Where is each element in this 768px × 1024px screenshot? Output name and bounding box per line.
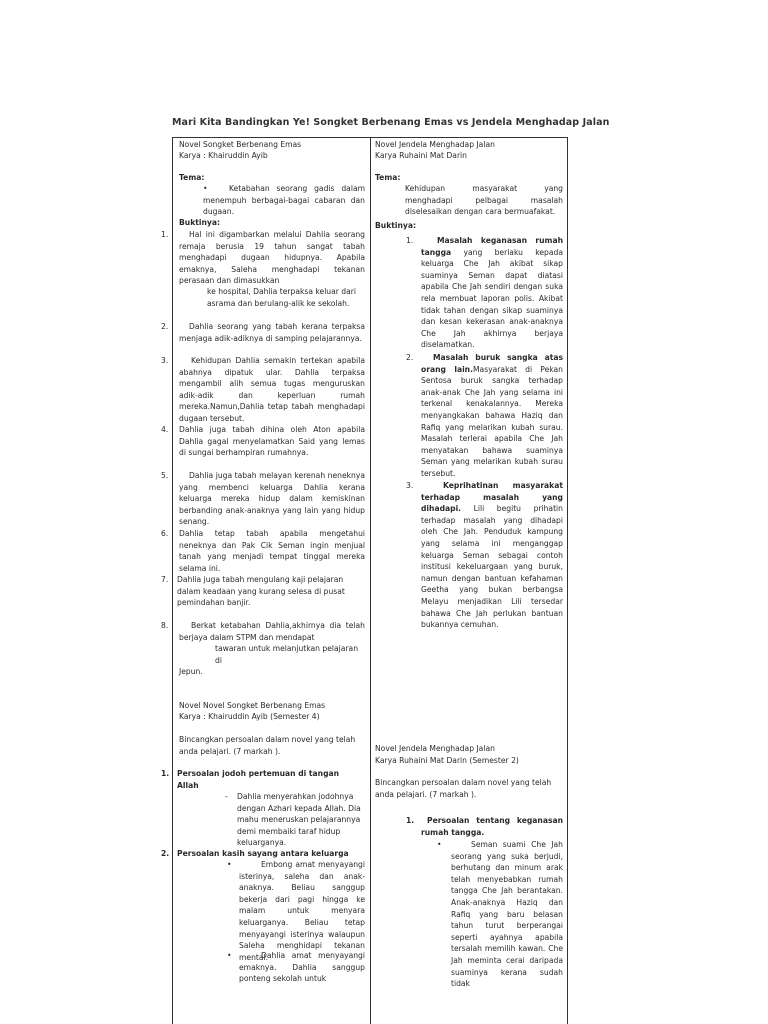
left-persoalan-1-title: Persoalan jodoh pertemuan di tangan Allah (177, 769, 340, 790)
left-item-8: Berkat ketabahan Dahlia,akhirnya dia telah berjaya dalam STPM dan mendapat (179, 621, 365, 642)
list-number: 1. (406, 816, 415, 825)
left-novel-title: Novel Songket Berbenang Emas (179, 140, 302, 149)
list-number: 8. (161, 621, 169, 630)
right-tema-label: Tema: (375, 173, 401, 182)
right-buktinya-label: Buktinya: (375, 221, 416, 230)
left-item-6: Dahlia tetap tabah apabila mengetahui neneknya dan Pak Cik Seman ingin menjual tanah yang menjadi tempat tinggal mereka selama ini. (179, 529, 365, 573)
list-number: 4. (161, 425, 169, 434)
left-item-2: Dahlia seorang yang tabah kerana terpaksa menjaga adik-adiknya di samping pelajarannya. (179, 322, 365, 343)
column-divider (370, 138, 371, 1024)
right-author-2: Karya Ruhaini Mat Darin (Semester 2) (375, 756, 519, 765)
bullet-icon: • (437, 840, 442, 849)
left-persoalan-1-text: Dahlia menyerahkan jodohnya dengan Azhari kepada Allah. Dia mahu meneruskan pelajarannya demi membaiki taraf hidup keluarganya. (237, 792, 361, 848)
right-item-2: Masalah buruk sangka atas orang lain.Masyarakat di Pekan Sentosa buruk sangka terhadap anak-anak Che Jah yang selama ini terkenal kenakalannya. Mereka menyangkakan bahawa Haziq dan Rafiq yang melarikan kubah surau. Masalah terlerai apabila Che Jah menyatakan bahawa suaminya Seman yang melarikan kubah surau tersebut. (421, 353, 563, 478)
left-item-5: Dahlia juga tabah melayan kerenah neneknya yang membenci keluarga Dahlia kerana keluarga mereka hidup dalam kemiskinan berbanding anak-anaknya yang lain yang hidup senang. (179, 471, 365, 527)
right-item-3: Keprihatinan masyarakat terhadap masalah yang dihadapi. Lili begitu prihatin terhadap masalah yang dihadapi oleh Che Jah. Penduduk kampung yang selama ini menganggap keluarga Seman sebagai contoh institusi kekeluargaan yang buruk, namun dengan bantuan kefahaman Geetha yang bukan berbangsa Melayu menjadikan Lili tersedar bahawa Che Jah perlukan bantuan bukannya cemuhan. (421, 481, 563, 630)
dash-icon: - (225, 792, 228, 801)
list-number: 2. (406, 353, 414, 362)
list-number: 2. (161, 849, 170, 858)
list-number: 6. (161, 529, 169, 538)
left-item-1: Hal ini digambarkan melalui Dahlia seorang remaja berusia 19 tahun sangat tabah menghadapi dugaan hidupnya. Apabila emaknya, Saleha menghadapi tekanan perasaan dan dimasukkan (179, 230, 365, 286)
left-question: Bincangkan persoalan dalam novel yang telah anda pelajari. (7 markah ). (179, 735, 356, 756)
list-number: 2. (161, 322, 169, 331)
right-persoalan-1-text: Seman suami Che Jah seorang yang suka berjudi, berhutang dan minum arak telah menyebabkan rumah tangga Che Jah berantakan. Anak-anaknya Haziq dan Rafiq yang baru belasan tahun turut berperangai seperti ayahnya apabila tersalah memilih kawan. Che Jah meminta cerai daripada suaminya kerana sudah tidak (451, 840, 563, 989)
bullet-icon: • (203, 184, 208, 193)
page-title: Mari Kita Bandingkan Ye! Songket Berbenang Emas vs Jendela Menghadap Jalan (172, 117, 610, 128)
right-item-1: Masalah keganasan rumah tangga yang berlaku kepada keluarga Che Jah akibat sikap suaminya Seman dapat diatasi apabila Che Jah sendiri dengan suka rela membuat laporan polis. Akibat tidak tahan dengan sikap suaminya dan kesan kekerasan anak-anaknya Che Jah akhirnya berjaya diselamatkan. (421, 236, 563, 350)
left-tema-text: Ketabahan seorang gadis dalam menempuh berbagai-bagai cabaran dan dugaan. (203, 184, 365, 217)
list-number: 3. (161, 356, 169, 365)
left-item-8-cont: tawaran untuk melanjutkan pelajaran di (215, 644, 359, 665)
bullet-icon: • (227, 951, 232, 960)
list-number: 1. (406, 236, 414, 245)
left-novel-title-2: Novel Novel Songket Berbenang Emas (179, 701, 326, 710)
right-author: Karya Ruhaini Mat Darin (375, 151, 467, 160)
left-author-2: Karya : Khairuddin Ayib (Semester 4) (179, 712, 320, 721)
left-item-7: Dahlia juga tabah mengulang kaji pelajaran dalam keadaan yang kurang selesa di pusat pemindahan banjir. (177, 575, 345, 608)
list-number: 5. (161, 471, 169, 480)
left-persoalan-2-title: Persoalan kasih sayang antara keluarga (177, 849, 349, 858)
left-buktinya-label: Buktinya: (179, 218, 220, 227)
list-number: 1. (161, 230, 169, 239)
bullet-icon: • (227, 860, 232, 869)
left-persoalan-2-bullet-1: Embong amat menyayangi isterinya, saleha dan anak-anaknya. Beliau sanggup bekerja dari pagi hingga ke malam untuk menyara keluarganya. Beliau tetap menyayangi isterinya walaupun Saleha menghidapi tekanan mental. (239, 860, 365, 962)
list-number: 3. (406, 481, 414, 490)
right-novel-title-2: Novel Jendela Menghadap Jalan (375, 744, 495, 753)
left-item-1-cont: ke hospital, Dahlia terpaksa keluar dari asrama dan berulang-alik ke sekolah. (207, 287, 357, 308)
right-tema-text: Kehidupan masyarakat yang menghadapi pelbagai masalah diselesaikan dengan cara bermuafakat. (405, 184, 563, 217)
left-item-3: Kehidupan Dahlia semakin tertekan apabila abahnya dipatuk ular. Dahlia terpaksa mengambil alih semua tugas menguruskan adik-adik dan keperluan rumah mereka.Namun,Dahlia tetap tabah menghadapi dugaan tersebut. (179, 356, 365, 423)
left-item-8-cont2: Jepun. (179, 667, 203, 676)
right-question: Bincangkan persoalan dalam novel yang telah anda pelajari. (7 markah ). (375, 778, 552, 799)
left-persoalan-2-bullet-2: Dahlia amat menyayangi emaknya. Dahlia sanggup ponteng sekolah untuk (239, 951, 365, 984)
list-number: 1. (161, 769, 170, 778)
left-author: Karya : Khairuddin Ayib (179, 151, 268, 160)
left-item-4: Dahlia juga tabah dihina oleh Aton apabila Dahlia gagal menyelamatkan Said yang lemas di sungai berhampiran rumahnya. (179, 425, 365, 458)
right-persoalan-1-title: Persoalan tentang keganasan rumah tangga. (421, 816, 563, 837)
right-novel-title: Novel Jendela Menghadap Jalan (375, 140, 495, 149)
comparison-table (161, 137, 568, 1024)
left-tema-label: Tema: (179, 173, 205, 182)
list-number: 7. (161, 575, 169, 584)
